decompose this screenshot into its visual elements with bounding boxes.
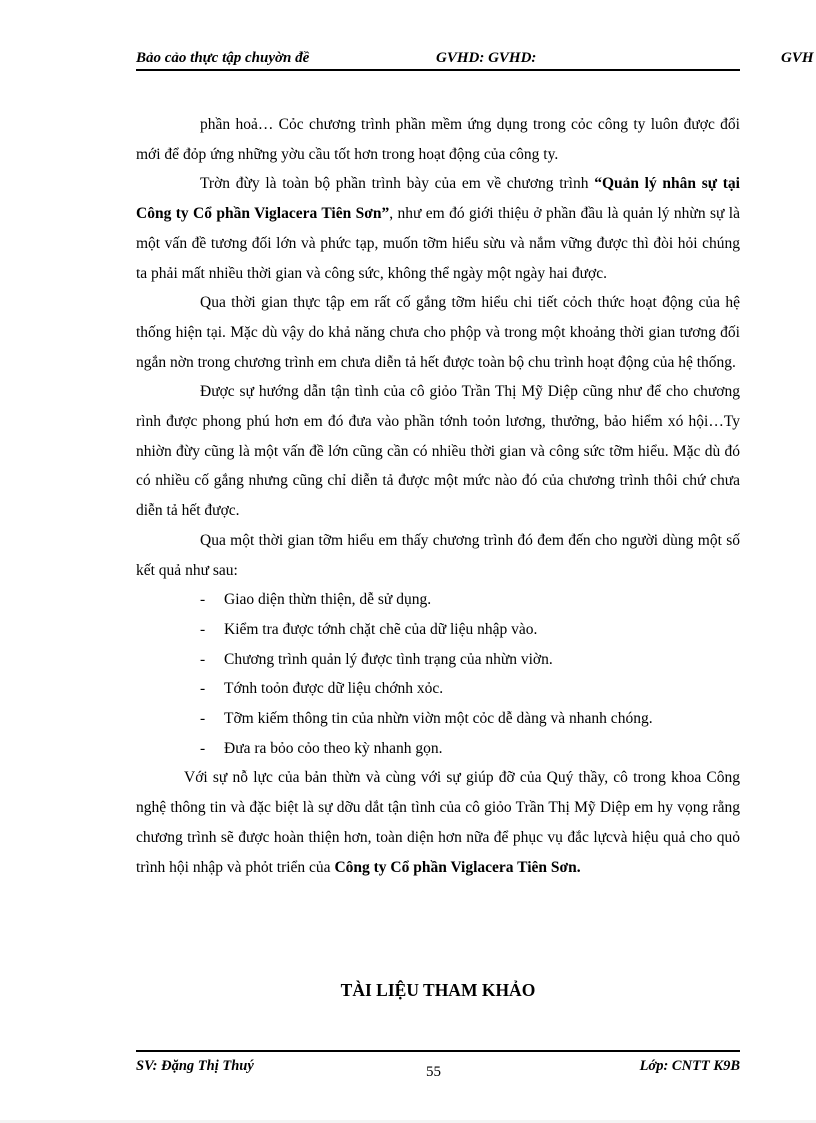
list-dash: -: [200, 650, 206, 668]
list-item: [136, 615, 740, 645]
class-label: Lớp: CNTT K9B: [639, 1058, 740, 1074]
student-name: SV: Đặng Thị Thuý: [136, 1058, 254, 1074]
list-item-text: Đưa ra bỏo cỏo theo kỳ nhanh gọn.: [224, 739, 443, 757]
list-item: [136, 734, 740, 764]
list-item: [136, 585, 740, 615]
list-item: [136, 704, 740, 734]
list-dash: -: [200, 591, 206, 609]
page-number: 55: [426, 1064, 441, 1080]
paragraph-1: phần hoả… Cỏc chương trình phần mềm ứng dụng trong cỏc công ty luôn được đổi mới để đỏp ứng những yờu cầu tốt hơn trong hoạt động của công ty.: [136, 116, 740, 163]
page-header: [136, 46, 816, 70]
list-item: [136, 645, 740, 675]
advisor-label: GVHD: GVHD:: [436, 50, 537, 66]
paragraph-2-start: Trờn đừy là toàn bộ phần trình bày của em về chương trình: [200, 175, 595, 193]
paragraph-4: Được sự hướng dẫn tận tình của cô giỏo Trần Thị Mỹ Diệp cũng như để cho chương rình được phong phú hơn em đó đưa vào phần tớnh toỏn lương, thưởng, bảo hiểm xó hội…Ty nhiờn đừy cũng là một vấn đề lớn cũng cần có nhiều thời gian và công sức tỡm hiểu. Mặc dù đó có nhiều cố gắng nhưng cũng chỉ diễn tả được một mức nào đó của chương trình thôi chứ chưa diễn tả hết được.: [136, 383, 740, 520]
list-dash: -: [200, 739, 206, 757]
paragraph-6-start: Với sự nỗ lực của bản thừn và cùng với sự giúp đỡ của Quý thầy, cô trong khoa Công nghệ thông tin và đặc biệt là sự dỡu dắt tận tình của cô giỏo Trần Thị Mỹ Diệp em hy vọng rằng chương trình sẽ được hoàn thiện hơn, toàn diện hơn nữa để phục vụ đắc lựcvà hiệu quả cho quỏ trình hội nhập và phỏt triển của: [136, 769, 740, 876]
body-text: [136, 110, 740, 882]
paragraph-5: Qua một thời gian tỡm hiểu em thấy chương trình đó đem đến cho người dùng một số kết quả như sau:: [136, 531, 740, 579]
list-dash: -: [200, 710, 206, 728]
program-name: “Quản lý nhân sự tại Công ty Cổ phần Viglacera Tiên Sơn”: [136, 175, 740, 223]
paragraph-6: [136, 763, 740, 882]
paragraph-2-end: , như em đó giới thiệu ở phần đầu là quản lý nhừn sự là một vấn đề tương đối lớn và phức tạp, muốn tỡm hiểu sừu và nắm vững được thì đòi hỏi chúng ta phải mất nhiều thời gian và công sức, không thể ngày một ngày hai được.: [136, 205, 740, 282]
list-dash: -: [200, 680, 206, 698]
paragraph-3: Qua thời gian thực tập em rất cố gắng tỡm hiểu chi tiết cỏch thức hoạt động của hệ thống hiện tại. Mặc dù vậy do khả năng chưa cho phộp và trong một khoảng thời gian tương đối ngắn nờn trong chương trình em chưa diễn tả hết được toàn bộ chu trình hoạt động của hệ thống.: [136, 294, 740, 371]
list-item-text: Kiểm tra được tớnh chặt chẽ của dữ liệu nhập vào.: [224, 620, 538, 638]
footer-rule: [136, 1050, 740, 1052]
header-rule: [136, 69, 740, 71]
list-item-text: Giao diện thừn thiện, dễ sử dụng.: [224, 591, 432, 609]
results-list: [136, 585, 740, 763]
advisor-label-cut: GVH: [781, 50, 814, 66]
list-item: [136, 674, 740, 704]
list-item-text: Tớnh toỏn được dữ liệu chớnh xỏc.: [224, 680, 444, 698]
report-title: Bảo cảo thực tập chuyờn đề: [136, 50, 310, 66]
company-name: Công ty Cổ phần Viglacera Tiên Sơn.: [334, 858, 581, 876]
paragraph-2: [136, 169, 740, 288]
list-dash: -: [200, 620, 206, 638]
list-item-text: Chương trình quản lý được tình trạng của nhừn viờn.: [224, 650, 553, 668]
list-item-text: Tỡm kiếm thông tin của nhừn viờn một cỏc dễ dàng và nhanh chóng.: [224, 710, 653, 728]
references-heading: TÀI LIỆU THAM KHẢO: [340, 980, 536, 1000]
page-footer: [136, 1056, 740, 1086]
